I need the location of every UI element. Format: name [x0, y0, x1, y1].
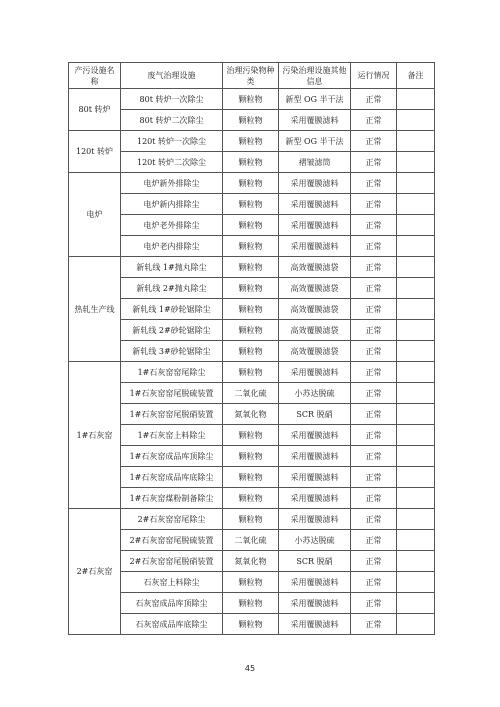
other-info-cell: 高效覆膜滤袋	[279, 257, 351, 278]
pollutant-type-cell: 颗粒物	[223, 299, 279, 320]
pollutant-type-cell: 颗粒物	[223, 467, 279, 488]
other-info-cell: 高效覆膜滤袋	[279, 341, 351, 362]
pollutant-type-cell: 颗粒物	[223, 341, 279, 362]
pollutant-type-cell: 颗粒物	[223, 257, 279, 278]
pollutant-type-cell: 颗粒物	[223, 614, 279, 635]
treatment-facility-cell: 1#石灰窑窑尾脱硝装置	[121, 404, 223, 425]
table-row	[69, 299, 435, 320]
treatment-facility-cell: 2#石灰窑窑尾脱硝装置	[121, 551, 223, 572]
table-row	[69, 446, 435, 467]
treatment-facility-cell: 120t 转炉二次除尘	[121, 152, 223, 173]
table-row	[69, 236, 435, 257]
emission-facilities-table	[68, 62, 435, 635]
treatment-facility-cell: 80t 转炉二次除尘	[121, 110, 223, 131]
other-info-cell: 采用覆膜滤料	[279, 572, 351, 593]
status-cell: 正常	[351, 593, 397, 614]
pollutant-type-cell: 颗粒物	[223, 320, 279, 341]
table-row	[69, 404, 435, 425]
treatment-facility-cell: 新轧线 1#抛丸除尘	[121, 257, 223, 278]
table-row	[69, 572, 435, 593]
remarks-cell	[397, 530, 435, 551]
treatment-facility-cell: 电炉新外排除尘	[121, 173, 223, 194]
other-info-cell: SCR 脱硝	[279, 404, 351, 425]
facility-group-cell: 电炉	[69, 173, 121, 257]
table-row	[69, 173, 435, 194]
pollutant-type-cell: 颗粒物	[223, 131, 279, 152]
other-info-cell: 新型 OG 半干法	[279, 89, 351, 110]
treatment-facility-cell: 电炉新内排除尘	[121, 194, 223, 215]
pollutant-type-cell: 颗粒物	[223, 278, 279, 299]
status-cell: 正常	[351, 530, 397, 551]
status-cell: 正常	[351, 194, 397, 215]
remarks-cell	[397, 551, 435, 572]
table-body	[69, 89, 435, 635]
remarks-cell	[397, 467, 435, 488]
pollutant-type-cell: 氮氧化物	[223, 551, 279, 572]
header-row	[69, 63, 435, 89]
pollutant-type-cell: 颗粒物	[223, 236, 279, 257]
other-info-cell: 高效覆膜滤袋	[279, 320, 351, 341]
table-row	[69, 278, 435, 299]
table-row	[69, 383, 435, 404]
table-row	[69, 131, 435, 152]
facility-group-cell: 2#石灰窑	[69, 509, 121, 635]
remarks-cell	[397, 320, 435, 341]
header-cell-pollutant: 治理污染物种类	[223, 63, 279, 89]
pollutant-type-cell: 颗粒物	[223, 446, 279, 467]
status-cell: 正常	[351, 320, 397, 341]
table-row	[69, 110, 435, 131]
remarks-cell	[397, 89, 435, 110]
status-cell: 正常	[351, 509, 397, 530]
remarks-cell	[397, 425, 435, 446]
status-cell: 正常	[351, 404, 397, 425]
remarks-cell	[397, 509, 435, 530]
status-cell: 正常	[351, 257, 397, 278]
status-cell: 正常	[351, 89, 397, 110]
table-row	[69, 614, 435, 635]
pollutant-type-cell: 氮氧化物	[223, 404, 279, 425]
status-cell: 正常	[351, 173, 397, 194]
pollutant-type-cell: 颗粒物	[223, 152, 279, 173]
facility-group-cell: 1#石灰窑	[69, 362, 121, 509]
treatment-facility-cell: 新轧线 1#砂轮锯除尘	[121, 299, 223, 320]
treatment-facility-cell: 80t 转炉一次除尘	[121, 89, 223, 110]
facility-group-cell: 热轧生产线	[69, 257, 121, 362]
status-cell: 正常	[351, 152, 397, 173]
remarks-cell	[397, 152, 435, 173]
remarks-cell	[397, 362, 435, 383]
table-row	[69, 593, 435, 614]
table-row	[69, 467, 435, 488]
treatment-facility-cell: 120t 转炉一次除尘	[121, 131, 223, 152]
pollutant-type-cell: 颗粒物	[223, 110, 279, 131]
table-row	[69, 152, 435, 173]
table-row	[69, 530, 435, 551]
treatment-facility-cell: 石灰窑成品库底除尘	[121, 614, 223, 635]
treatment-facility-cell: 石灰窑上料除尘	[121, 572, 223, 593]
status-cell: 正常	[351, 551, 397, 572]
status-cell: 正常	[351, 215, 397, 236]
status-cell: 正常	[351, 446, 397, 467]
other-info-cell: 采用覆膜滤料	[279, 509, 351, 530]
treatment-facility-cell: 1#石灰窑煤粉制备除尘	[121, 488, 223, 509]
pollutant-type-cell: 二氧化硫	[223, 530, 279, 551]
table-header	[69, 63, 435, 89]
other-info-cell: 采用覆膜滤料	[279, 362, 351, 383]
other-info-cell: 采用覆膜滤料	[279, 593, 351, 614]
table-row	[69, 257, 435, 278]
treatment-facility-cell: 1#石灰窑窑尾除尘	[121, 362, 223, 383]
pollutant-type-cell: 颗粒物	[223, 215, 279, 236]
table-row	[69, 488, 435, 509]
other-info-cell: 采用覆膜滤料	[279, 215, 351, 236]
other-info-cell: 采用覆膜滤料	[279, 236, 351, 257]
remarks-cell	[397, 299, 435, 320]
status-cell: 正常	[351, 572, 397, 593]
remarks-cell	[397, 236, 435, 257]
status-cell: 正常	[351, 341, 397, 362]
table-row	[69, 341, 435, 362]
header-cell-facility: 产污设施名称	[69, 63, 121, 89]
header-cell-remarks: 备注	[397, 63, 435, 89]
table-row	[69, 362, 435, 383]
facility-group-cell: 120t 转炉	[69, 131, 121, 173]
status-cell: 正常	[351, 131, 397, 152]
status-cell: 正常	[351, 362, 397, 383]
status-cell: 正常	[351, 278, 397, 299]
other-info-cell: 高效覆膜滤袋	[279, 299, 351, 320]
status-cell: 正常	[351, 236, 397, 257]
treatment-facility-cell: 新轧线 3#砂轮锯除尘	[121, 341, 223, 362]
status-cell: 正常	[351, 110, 397, 131]
treatment-facility-cell: 石灰窑成品库顶除尘	[121, 593, 223, 614]
remarks-cell	[397, 572, 435, 593]
pollutant-type-cell: 颗粒物	[223, 362, 279, 383]
treatment-facility-cell: 1#石灰窑成品库底除尘	[121, 467, 223, 488]
other-info-cell: 新型 OG 半干法	[279, 131, 351, 152]
treatment-facility-cell: 新轧线 2#砂轮锯除尘	[121, 320, 223, 341]
status-cell: 正常	[351, 383, 397, 404]
facility-group-cell: 80t 转炉	[69, 89, 121, 131]
other-info-cell: 采用覆膜滤料	[279, 173, 351, 194]
remarks-cell	[397, 257, 435, 278]
other-info-cell: SCR 脱硝	[279, 551, 351, 572]
remarks-cell	[397, 173, 435, 194]
pollutant-type-cell: 颗粒物	[223, 509, 279, 530]
treatment-facility-cell: 2#石灰窑窑尾除尘	[121, 509, 223, 530]
treatment-facility-cell: 新轧线 2#抛丸除尘	[121, 278, 223, 299]
table-row	[69, 509, 435, 530]
pollutant-type-cell: 颗粒物	[223, 425, 279, 446]
pollutant-type-cell: 颗粒物	[223, 173, 279, 194]
remarks-cell	[397, 383, 435, 404]
pollutant-type-cell: 颗粒物	[223, 488, 279, 509]
status-cell: 正常	[351, 467, 397, 488]
remarks-cell	[397, 404, 435, 425]
other-info-cell: 采用覆膜滤料	[279, 467, 351, 488]
header-cell-treatment: 废气治理设施	[121, 63, 223, 89]
table-row	[69, 320, 435, 341]
table-row	[69, 194, 435, 215]
remarks-cell	[397, 194, 435, 215]
page-number: 45	[244, 664, 256, 673]
table-row	[69, 89, 435, 110]
status-cell: 正常	[351, 614, 397, 635]
header-cell-other-info: 污染治理设施其他信息	[279, 63, 351, 89]
remarks-cell	[397, 215, 435, 236]
remarks-cell	[397, 131, 435, 152]
status-cell: 正常	[351, 299, 397, 320]
other-info-cell: 高效覆膜滤袋	[279, 278, 351, 299]
other-info-cell: 褶皱滤筒	[279, 152, 351, 173]
other-info-cell: 采用覆膜滤料	[279, 425, 351, 446]
remarks-cell	[397, 593, 435, 614]
remarks-cell	[397, 614, 435, 635]
remarks-cell	[397, 488, 435, 509]
other-info-cell: 采用覆膜滤料	[279, 446, 351, 467]
treatment-facility-cell: 1#石灰窑上料除尘	[121, 425, 223, 446]
status-cell: 正常	[351, 425, 397, 446]
other-info-cell: 小苏达脱硫	[279, 383, 351, 404]
remarks-cell	[397, 278, 435, 299]
pollutant-type-cell: 颗粒物	[223, 194, 279, 215]
pollutant-type-cell: 颗粒物	[223, 572, 279, 593]
treatment-facility-cell: 电炉老外排除尘	[121, 215, 223, 236]
remarks-cell	[397, 446, 435, 467]
other-info-cell: 采用覆膜滤料	[279, 614, 351, 635]
table-row	[69, 551, 435, 572]
pollutant-type-cell: 颗粒物	[223, 89, 279, 110]
treatment-facility-cell: 电炉老内排除尘	[121, 236, 223, 257]
other-info-cell: 采用覆膜滤料	[279, 110, 351, 131]
other-info-cell: 采用覆膜滤料	[279, 488, 351, 509]
other-info-cell: 采用覆膜滤料	[279, 194, 351, 215]
other-info-cell: 小苏达脱硫	[279, 530, 351, 551]
pollutant-type-cell: 二氧化硫	[223, 383, 279, 404]
header-cell-status: 运行情况	[351, 63, 397, 89]
table-row	[69, 425, 435, 446]
treatment-facility-cell: 1#石灰窑窑尾脱硫装置	[121, 383, 223, 404]
pollutant-type-cell: 颗粒物	[223, 593, 279, 614]
table-row	[69, 215, 435, 236]
status-cell: 正常	[351, 488, 397, 509]
treatment-facility-cell: 1#石灰窑成品库顶除尘	[121, 446, 223, 467]
remarks-cell	[397, 341, 435, 362]
remarks-cell	[397, 110, 435, 131]
treatment-facility-cell: 2#石灰窑窑尾脱硫装置	[121, 530, 223, 551]
